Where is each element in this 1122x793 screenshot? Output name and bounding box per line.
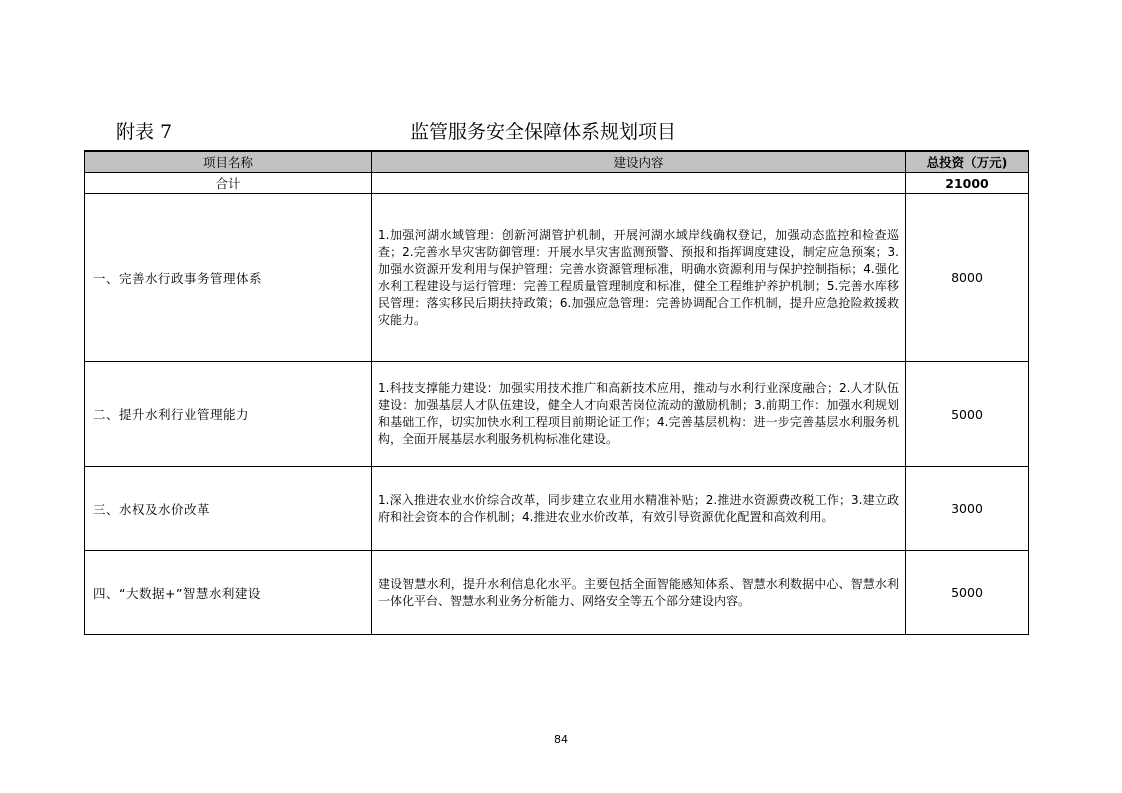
table-row	[85, 194, 1029, 362]
total-row	[85, 173, 1029, 194]
appendix-label: 附表 7	[116, 121, 173, 143]
total-content	[372, 173, 906, 194]
column-header-name: 项目名称	[85, 151, 372, 173]
table-row	[85, 467, 1029, 551]
project-investment: 5000	[906, 362, 1029, 467]
total-label: 合计	[85, 173, 372, 194]
total-amount: 21000	[906, 173, 1029, 194]
column-header-content: 建设内容	[372, 151, 906, 173]
project-name: 二、提升水利行业管理能力	[85, 362, 372, 467]
project-content: 建设智慧水利，提升水利信息化水平。主要包括全面智能感知体系、智慧水利数据中心、智慧水利一体化平台、智慧水利业务分析能力、网络安全等五个部分建设内容。	[372, 551, 906, 635]
project-investment: 3000	[906, 467, 1029, 551]
project-investment: 8000	[906, 194, 1029, 362]
project-content: 1.深入推进农业水价综合改革，同步建立农业用水精准补贴；2.推进水资源费改税工作；3.建立政府和社会资本的合作机制；4.推进农业水价改革，有效引导资源优化配置和高效利用。	[372, 467, 906, 551]
table-header-row	[85, 151, 1029, 173]
project-investment: 5000	[906, 551, 1029, 635]
project-table	[84, 150, 1029, 635]
project-name: 一、完善水行政事务管理体系	[85, 194, 372, 362]
page-number: 84	[554, 733, 568, 746]
project-name: 四、“大数据+”智慧水利建设	[85, 551, 372, 635]
project-name: 三、水权及水价改革	[85, 467, 372, 551]
project-content: 1.科技支撑能力建设：加强实用技术推广和高新技术应用，推动与水利行业深度融合；2.人才队伍建设：加强基层人才队伍建设，健全人才向艰苦岗位流动的激励机制；3.前期工作：加强水利规划和基础工作，切实加快水利工程项目前期论证工作；4.完善基层机构：进一步完善基层水利服务机构，全面开展基层水利服务机构标准化建设。	[372, 362, 906, 467]
document-title: 监管服务安全保障体系规划项目	[410, 121, 677, 143]
table-row	[85, 362, 1029, 467]
column-header-investment: 总投资（万元)	[906, 151, 1029, 173]
project-content: 1.加强河湖水域管理：创新河湖管护机制，开展河湖水域岸线确权登记，加强动态监控和检查巡查；2.完善水旱灾害防御管理：开展水旱灾害监测预警、预报和指挥调度建设，制定应急预案；3.加强水资源开发利用与保护管理：完善水资源管理标准，明确水资源利用与保护控制指标；4.强化水利工程建设与运行管理：完善工程质量管理制度和标准，健全工程维护养护机制；5.完善水库移民管理：落实移民后期扶持政策；6.加强应急管理：完善协调配合工作机制，提升应急抢险救援救灾能力。	[372, 194, 906, 362]
table-row	[85, 551, 1029, 635]
